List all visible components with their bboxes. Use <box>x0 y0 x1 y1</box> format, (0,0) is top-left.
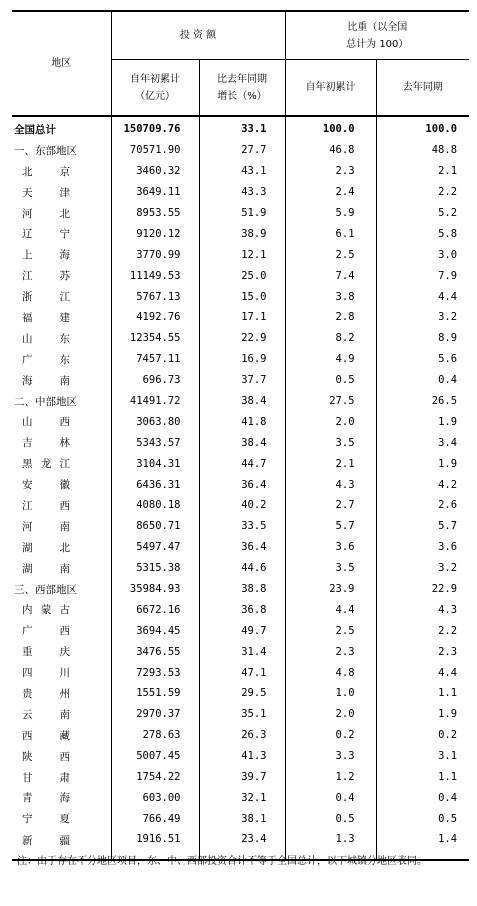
region-name-cell <box>12 328 111 349</box>
cumulative-value: 3770.99 <box>111 244 199 265</box>
growth-value: 43.3 <box>199 182 285 203</box>
region-name: 黑龙江 <box>22 458 70 471</box>
header-cumulative <box>111 60 199 117</box>
table-header <box>12 11 469 116</box>
table-row <box>12 788 469 809</box>
cumulative-value: 5007.45 <box>111 746 199 767</box>
share-prev-value: 3.4 <box>376 432 469 453</box>
header-share-ytd: 自年初累计 <box>285 60 376 117</box>
region-name: 广东 <box>22 353 70 366</box>
table-row <box>12 223 469 244</box>
growth-value: 36.4 <box>199 537 285 558</box>
cumulative-value: 8650.71 <box>111 516 199 537</box>
table-row <box>12 725 469 746</box>
header-share-prev: 去年同期 <box>376 60 469 117</box>
region-name-cell <box>12 558 111 579</box>
share-ytd-value: 3.5 <box>285 558 376 579</box>
growth-value: 41.3 <box>199 746 285 767</box>
region-name: 安徽 <box>22 479 70 492</box>
table-row <box>12 746 469 767</box>
header-investment: 投 资 额 <box>111 11 285 60</box>
cumulative-value: 4192.76 <box>111 307 199 328</box>
growth-value: 33.1 <box>199 116 285 140</box>
share-ytd-value: 4.8 <box>285 662 376 683</box>
share-prev-value: 5.2 <box>376 203 469 224</box>
region-name: 福建 <box>22 311 70 324</box>
table-row <box>12 808 469 829</box>
cumulative-value: 12354.55 <box>111 328 199 349</box>
cumulative-value: 4080.18 <box>111 495 199 516</box>
share-ytd-value: 2.5 <box>285 620 376 641</box>
share-ytd-value: 4.4 <box>285 599 376 620</box>
header-region: 地区 <box>12 11 111 116</box>
header-share-line1: 比重（以全国 <box>347 21 408 33</box>
share-prev-value: 4.4 <box>376 662 469 683</box>
growth-value: 31.4 <box>199 641 285 662</box>
growth-value: 38.4 <box>199 391 285 412</box>
cumulative-value: 6672.16 <box>111 599 199 620</box>
region-name: 天津 <box>22 186 70 199</box>
share-prev-value: 7.9 <box>376 265 469 286</box>
share-prev-value: 5.6 <box>376 349 469 370</box>
cumulative-value: 5497.47 <box>111 537 199 558</box>
growth-value: 36.8 <box>199 599 285 620</box>
region-name: 山东 <box>22 332 70 345</box>
growth-value: 40.2 <box>199 495 285 516</box>
share-prev-value: 2.6 <box>376 495 469 516</box>
share-ytd-value: 0.2 <box>285 725 376 746</box>
region-name: 重庆 <box>22 646 70 659</box>
growth-value: 44.6 <box>199 558 285 579</box>
share-prev-value: 5.7 <box>376 516 469 537</box>
share-prev-value: 4.2 <box>376 474 469 495</box>
share-ytd-value: 2.0 <box>285 704 376 725</box>
table-row <box>12 683 469 704</box>
table-row <box>12 537 469 558</box>
growth-value: 51.9 <box>199 203 285 224</box>
region-name: 辽宁 <box>22 228 70 241</box>
cumulative-value: 5767.13 <box>111 286 199 307</box>
table-row <box>12 203 469 224</box>
cumulative-value: 1916.51 <box>111 829 199 860</box>
region-name-cell <box>12 767 111 788</box>
table-row <box>12 767 469 788</box>
region-name-cell <box>12 203 111 224</box>
cumulative-value: 3104.31 <box>111 453 199 474</box>
share-prev-value: 5.8 <box>376 223 469 244</box>
region-name: 河北 <box>22 207 70 220</box>
share-ytd-value: 0.5 <box>285 370 376 391</box>
region-name: 西藏 <box>22 729 70 742</box>
region-name: 三、西部地区 <box>14 583 77 596</box>
table-row <box>12 391 469 412</box>
table-row <box>12 579 469 600</box>
share-ytd-value: 100.0 <box>285 116 376 140</box>
growth-value: 26.3 <box>199 725 285 746</box>
cumulative-value: 11149.53 <box>111 265 199 286</box>
growth-value: 38.1 <box>199 808 285 829</box>
region-name: 浙江 <box>22 291 70 304</box>
growth-value: 35.1 <box>199 704 285 725</box>
growth-value: 38.4 <box>199 432 285 453</box>
region-name: 湖南 <box>22 562 70 575</box>
header-cumulative-line1: 自年初累计 <box>130 73 180 85</box>
share-ytd-value: 8.2 <box>285 328 376 349</box>
share-prev-value: 2.2 <box>376 620 469 641</box>
share-ytd-value: 5.7 <box>285 516 376 537</box>
region-name: 广西 <box>22 625 70 638</box>
region-name-cell <box>12 495 111 516</box>
share-prev-value: 0.5 <box>376 808 469 829</box>
table-row <box>12 599 469 620</box>
cumulative-value: 3460.32 <box>111 161 199 182</box>
growth-value: 47.1 <box>199 662 285 683</box>
cumulative-value: 3063.80 <box>111 411 199 432</box>
region-name: 海南 <box>22 374 70 387</box>
share-ytd-value: 2.8 <box>285 307 376 328</box>
cumulative-value: 3649.11 <box>111 182 199 203</box>
region-name: 全国总计 <box>14 123 56 136</box>
table-row <box>12 432 469 453</box>
table-row <box>12 349 469 370</box>
share-ytd-value: 7.4 <box>285 265 376 286</box>
region-name: 内蒙古 <box>22 604 70 617</box>
share-prev-value: 2.2 <box>376 182 469 203</box>
header-share <box>285 11 469 60</box>
header-share-line2: 总计为 100） <box>346 38 409 50</box>
region-name-cell <box>12 223 111 244</box>
share-ytd-value: 0.4 <box>285 788 376 809</box>
region-name: 山西 <box>22 416 70 429</box>
region-name-cell <box>12 349 111 370</box>
share-ytd-value: 2.7 <box>285 495 376 516</box>
growth-value: 23.4 <box>199 829 285 860</box>
table-row <box>12 495 469 516</box>
region-name-cell <box>12 391 111 412</box>
share-ytd-value: 1.0 <box>285 683 376 704</box>
growth-value: 16.9 <box>199 349 285 370</box>
table-row <box>12 140 469 161</box>
cumulative-value: 766.49 <box>111 808 199 829</box>
table-row <box>12 453 469 474</box>
region-name: 青海 <box>22 792 70 805</box>
cumulative-value: 3476.55 <box>111 641 199 662</box>
share-prev-value: 1.1 <box>376 767 469 788</box>
region-name-cell <box>12 620 111 641</box>
share-ytd-value: 2.3 <box>285 641 376 662</box>
region-name-cell <box>12 116 111 140</box>
growth-value: 38.9 <box>199 223 285 244</box>
growth-value: 27.7 <box>199 140 285 161</box>
growth-value: 38.8 <box>199 579 285 600</box>
share-prev-value: 1.9 <box>376 453 469 474</box>
share-ytd-value: 3.3 <box>285 746 376 767</box>
share-prev-value: 3.0 <box>376 244 469 265</box>
share-prev-value: 1.9 <box>376 704 469 725</box>
region-name-cell <box>12 599 111 620</box>
growth-value: 37.7 <box>199 370 285 391</box>
region-name-cell <box>12 704 111 725</box>
table-row <box>12 307 469 328</box>
header-cumulative-line2: （亿元） <box>135 90 175 102</box>
share-prev-value: 4.3 <box>376 599 469 620</box>
cumulative-value: 278.63 <box>111 725 199 746</box>
cumulative-value: 3694.45 <box>111 620 199 641</box>
region-name-cell <box>12 265 111 286</box>
region-name-cell <box>12 683 111 704</box>
region-name: 一、东部地区 <box>14 144 77 157</box>
cumulative-value: 150709.76 <box>111 116 199 140</box>
share-ytd-value: 2.5 <box>285 244 376 265</box>
share-ytd-value: 2.1 <box>285 453 376 474</box>
growth-value: 22.9 <box>199 328 285 349</box>
cumulative-value: 35984.93 <box>111 579 199 600</box>
region-name: 吉林 <box>22 437 70 450</box>
share-ytd-value: 3.5 <box>285 432 376 453</box>
header-growth <box>199 60 285 117</box>
table-row <box>12 370 469 391</box>
region-name: 四川 <box>22 667 70 680</box>
region-name-cell <box>12 788 111 809</box>
table-row <box>12 641 469 662</box>
region-name: 甘肃 <box>22 771 70 784</box>
table-row <box>12 620 469 641</box>
growth-value: 15.0 <box>199 286 285 307</box>
region-name-cell <box>12 662 111 683</box>
share-ytd-value: 27.5 <box>285 391 376 412</box>
region-name: 新疆 <box>22 835 70 848</box>
share-prev-value: 8.9 <box>376 328 469 349</box>
table-row <box>12 474 469 495</box>
share-prev-value: 2.1 <box>376 161 469 182</box>
growth-value: 49.7 <box>199 620 285 641</box>
region-name: 二、中部地区 <box>14 395 77 408</box>
share-ytd-value: 46.8 <box>285 140 376 161</box>
growth-value: 41.8 <box>199 411 285 432</box>
share-ytd-value: 6.1 <box>285 223 376 244</box>
region-name-cell <box>12 474 111 495</box>
share-ytd-value: 5.9 <box>285 203 376 224</box>
table-row <box>12 411 469 432</box>
share-prev-value: 4.4 <box>376 286 469 307</box>
region-name: 贵州 <box>22 687 70 700</box>
region-name-cell <box>12 746 111 767</box>
region-name: 云南 <box>22 708 70 721</box>
cumulative-value: 8953.55 <box>111 203 199 224</box>
share-ytd-value: 2.4 <box>285 182 376 203</box>
region-name-cell <box>12 641 111 662</box>
table-row <box>12 286 469 307</box>
share-prev-value: 0.4 <box>376 788 469 809</box>
growth-value: 36.4 <box>199 474 285 495</box>
region-name-cell <box>12 161 111 182</box>
cumulative-value: 9120.12 <box>111 223 199 244</box>
region-name: 陕西 <box>22 750 70 763</box>
region-name-cell <box>12 725 111 746</box>
cumulative-value: 603.00 <box>111 788 199 809</box>
investment-by-region-table <box>12 10 469 861</box>
region-name: 江苏 <box>22 270 70 283</box>
growth-value: 33.5 <box>199 516 285 537</box>
region-name: 宁夏 <box>22 813 70 826</box>
cumulative-value: 41491.72 <box>111 391 199 412</box>
share-ytd-value: 0.5 <box>285 808 376 829</box>
cumulative-value: 7457.11 <box>111 349 199 370</box>
table-row <box>12 161 469 182</box>
growth-value: 29.5 <box>199 683 285 704</box>
cumulative-value: 70571.90 <box>111 140 199 161</box>
share-prev-value: 0.2 <box>376 725 469 746</box>
table-row <box>12 265 469 286</box>
share-ytd-value: 3.8 <box>285 286 376 307</box>
region-name-cell <box>12 516 111 537</box>
table-row <box>12 558 469 579</box>
share-prev-value: 48.8 <box>376 140 469 161</box>
growth-value: 43.1 <box>199 161 285 182</box>
header-growth-line1: 比去年同期 <box>217 73 267 85</box>
share-ytd-value: 2.3 <box>285 161 376 182</box>
share-ytd-value: 4.9 <box>285 349 376 370</box>
table-row <box>12 516 469 537</box>
share-ytd-value: 1.2 <box>285 767 376 788</box>
region-name-cell <box>12 453 111 474</box>
share-prev-value: 100.0 <box>376 116 469 140</box>
growth-value: 39.7 <box>199 767 285 788</box>
table-row <box>12 244 469 265</box>
share-ytd-value: 1.3 <box>285 829 376 860</box>
share-prev-value: 1.9 <box>376 411 469 432</box>
table-row <box>12 116 469 140</box>
region-name: 河南 <box>22 520 70 533</box>
table-body <box>12 116 469 860</box>
table-row <box>12 182 469 203</box>
growth-value: 25.0 <box>199 265 285 286</box>
share-prev-value: 22.9 <box>376 579 469 600</box>
region-name-cell <box>12 537 111 558</box>
share-prev-value: 2.3 <box>376 641 469 662</box>
growth-value: 32.1 <box>199 788 285 809</box>
region-name-cell <box>12 307 111 328</box>
table-row <box>12 328 469 349</box>
share-prev-value: 0.4 <box>376 370 469 391</box>
table-row <box>12 662 469 683</box>
cumulative-value: 6436.31 <box>111 474 199 495</box>
share-prev-value: 3.1 <box>376 746 469 767</box>
cumulative-value: 5343.57 <box>111 432 199 453</box>
share-ytd-value: 3.6 <box>285 537 376 558</box>
cumulative-value: 696.73 <box>111 370 199 391</box>
region-name-cell <box>12 182 111 203</box>
region-name: 北京 <box>22 165 70 178</box>
share-prev-value: 26.5 <box>376 391 469 412</box>
share-prev-value: 3.2 <box>376 307 469 328</box>
region-name-cell <box>12 140 111 161</box>
region-name-cell <box>12 808 111 829</box>
header-growth-line2: 增长（%） <box>217 90 267 102</box>
region-name-cell <box>12 411 111 432</box>
footnote: 注：由于存在不分地区项目，东、中、西部投资合计不等于全国总计，以下城镇分地区表同。 <box>17 856 427 867</box>
growth-value: 12.1 <box>199 244 285 265</box>
share-ytd-value: 23.9 <box>285 579 376 600</box>
growth-value: 44.7 <box>199 453 285 474</box>
region-name: 江西 <box>22 499 70 512</box>
cumulative-value: 1754.22 <box>111 767 199 788</box>
cumulative-value: 7293.53 <box>111 662 199 683</box>
cumulative-value: 1551.59 <box>111 683 199 704</box>
region-name-cell <box>12 579 111 600</box>
share-prev-value: 3.6 <box>376 537 469 558</box>
region-name-cell <box>12 370 111 391</box>
share-prev-value: 1.1 <box>376 683 469 704</box>
region-name-cell <box>12 286 111 307</box>
share-prev-value: 1.4 <box>376 829 469 860</box>
share-ytd-value: 4.3 <box>285 474 376 495</box>
cumulative-value: 2970.37 <box>111 704 199 725</box>
region-name-cell <box>12 244 111 265</box>
share-prev-value: 3.2 <box>376 558 469 579</box>
share-ytd-value: 2.0 <box>285 411 376 432</box>
region-name: 湖北 <box>22 541 70 554</box>
region-name: 上海 <box>22 249 70 262</box>
region-name-cell <box>12 432 111 453</box>
growth-value: 17.1 <box>199 307 285 328</box>
table-row <box>12 704 469 725</box>
cumulative-value: 5315.38 <box>111 558 199 579</box>
